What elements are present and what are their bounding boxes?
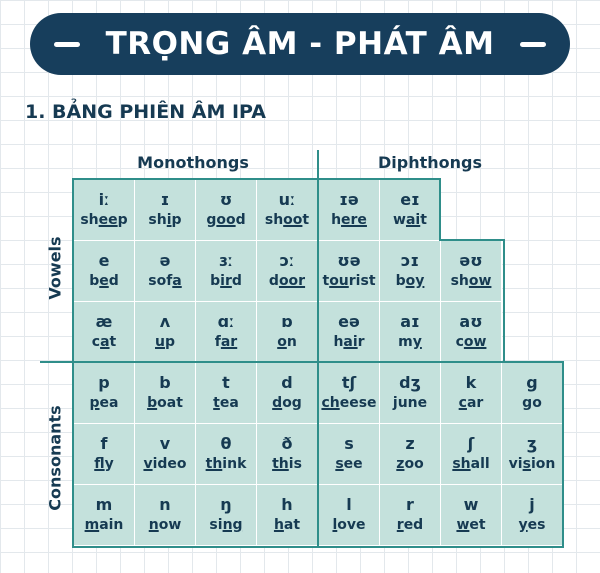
example-word — [322, 271, 375, 291]
word-suffix: r — [357, 334, 365, 350]
ipa-cell — [135, 424, 196, 485]
ipa-symbol: aʊ — [459, 312, 483, 331]
word-sound-part: y — [412, 334, 422, 350]
word-prefix: b — [395, 273, 406, 289]
ipa-cell — [441, 424, 502, 485]
ipa-symbol: ʌ — [159, 312, 171, 331]
word-suffix: p — [117, 212, 128, 228]
word-sound-part: ou — [329, 273, 349, 289]
dash-left — [54, 42, 80, 47]
word-suffix: all — [470, 456, 490, 472]
word-suffix: ee — [343, 456, 363, 472]
ipa-symbol: dʒ — [399, 373, 421, 392]
ipa-cell — [257, 363, 318, 424]
word-suffix: t — [302, 212, 310, 228]
word-sound-part: sh — [452, 456, 471, 472]
consonants-label: Consonants — [45, 405, 65, 511]
ipa-symbol: v — [159, 434, 171, 453]
ipa-cell — [196, 363, 257, 424]
word-suffix: ar — [466, 395, 484, 411]
example-word — [451, 271, 492, 291]
word-sound-part: u — [155, 334, 165, 350]
example-word — [452, 454, 489, 474]
ipa-symbol: ɜː — [218, 251, 234, 270]
word-sound-part: g — [522, 395, 533, 411]
ipa-symbol: b — [159, 373, 171, 392]
ipa-symbol: ð — [281, 434, 293, 453]
word-prefix: sh — [264, 212, 284, 228]
ipa-cell — [74, 302, 135, 363]
word-sound-part: oy — [405, 273, 425, 289]
example-word — [519, 515, 546, 535]
word-suffix: ain — [99, 517, 124, 533]
ipa-symbol: f — [100, 434, 108, 453]
word-sound-part: z — [396, 456, 405, 472]
ipa-cell — [441, 302, 502, 363]
ipa-symbol: eɪ — [400, 190, 420, 209]
ipa-symbol: g — [526, 373, 538, 392]
ipa-cell — [380, 424, 441, 485]
ipa-symbol: iː — [98, 190, 110, 209]
word-sound-part: m — [84, 517, 100, 533]
banner-title: TRỌNG ÂM - PHÁT ÂM — [105, 26, 495, 62]
word-sound-part: oo — [216, 212, 236, 228]
example-word — [456, 515, 485, 535]
word-sound-part: l — [332, 517, 338, 533]
section-title: 1. BẢNG PHIÊN ÂM IPA — [25, 101, 266, 123]
word-suffix: oo — [404, 456, 424, 472]
example-word — [398, 332, 422, 352]
frame-right-top — [439, 178, 441, 241]
ipa-cell — [135, 302, 196, 363]
ipa-cell — [74, 241, 135, 302]
word-suffix: une — [397, 395, 428, 411]
word-suffix: et — [469, 517, 486, 533]
ipa-symbol: e — [98, 251, 110, 270]
word-suffix: es — [527, 517, 546, 533]
ipa-symbol: l — [346, 495, 352, 514]
ipa-symbol: d — [281, 373, 293, 392]
word-prefix: sof — [148, 273, 173, 289]
word-sound-part: th — [272, 456, 289, 472]
example-word — [89, 271, 119, 291]
ipa-symbol: z — [405, 434, 415, 453]
word-sound-part: c — [458, 395, 467, 411]
example-word — [456, 332, 487, 352]
word-sound-part: t — [213, 395, 220, 411]
monophthongs-label: Monothongs — [137, 153, 249, 172]
ipa-symbol: æ — [95, 312, 113, 331]
word-sound-part: d — [272, 395, 283, 411]
word-sound-part: ng — [222, 517, 243, 533]
word-prefix: d — [268, 273, 279, 289]
word-suffix: is — [288, 456, 302, 472]
example-word — [333, 332, 364, 352]
ipa-cell — [135, 180, 196, 241]
ipa-symbol: k — [465, 373, 477, 392]
word-suffix: rist — [348, 273, 376, 289]
example-word — [332, 515, 365, 535]
example-word — [213, 393, 239, 413]
mono-di-divider — [317, 150, 319, 548]
example-word — [277, 332, 297, 352]
word-suffix: p — [171, 212, 182, 228]
ipa-cell — [380, 363, 441, 424]
word-suffix: ea — [99, 395, 119, 411]
example-word — [147, 393, 183, 413]
example-word — [397, 515, 423, 535]
ipa-cell — [441, 485, 502, 546]
word-sound-part: oo — [283, 212, 303, 228]
example-word — [335, 454, 362, 474]
example-word — [393, 210, 427, 230]
word-sound-part: ere — [341, 212, 367, 228]
word-sound-part: ar — [220, 334, 238, 350]
word-suffix: o — [532, 395, 542, 411]
word-sound-part: a — [100, 334, 110, 350]
word-sound-part: s — [335, 456, 344, 472]
ipa-symbol: s — [344, 434, 354, 453]
word-prefix: g — [206, 212, 217, 228]
example-word — [396, 454, 423, 474]
ipa-symbol: ɑː — [217, 312, 235, 331]
ipa-cell — [257, 485, 318, 546]
ipa-symbol: ɔː — [279, 251, 295, 270]
word-sound-part: r — [396, 517, 404, 533]
word-prefix: b — [210, 273, 221, 289]
ipa-symbol: ɪə — [339, 190, 359, 209]
ipa-cell — [380, 485, 441, 546]
vowels-label: Vowels — [45, 236, 65, 300]
ipa-symbol: eə — [338, 312, 360, 331]
ipa-symbol: aɪ — [400, 312, 420, 331]
ipa-cell — [319, 485, 380, 546]
word-suffix: ideo — [152, 456, 187, 472]
ipa-cell — [319, 302, 380, 363]
ipa-cell — [196, 302, 257, 363]
ipa-symbol: əʊ — [459, 251, 483, 270]
ipa-cell — [319, 424, 380, 485]
word-sound-part: oor — [278, 273, 306, 289]
ipa-cell — [380, 302, 441, 363]
word-sound-part: n — [148, 517, 159, 533]
ipa-cell — [196, 241, 257, 302]
word-sound-part: f — [94, 456, 105, 472]
example-word — [272, 454, 302, 474]
ipa-symbol: t — [222, 373, 230, 392]
ipa-symbol: θ — [220, 434, 232, 453]
word-sound-part: ee — [98, 212, 118, 228]
title-banner — [30, 13, 570, 75]
word-suffix: d — [231, 273, 242, 289]
word-sound-part: v — [143, 456, 153, 472]
word-suffix: d — [108, 273, 119, 289]
ipa-cell — [502, 485, 563, 546]
ipa-cell — [74, 485, 135, 546]
ipa-symbol: p — [98, 373, 110, 392]
ipa-symbol: n — [159, 495, 171, 514]
ipa-cell — [380, 180, 441, 241]
frame-right-vowels — [503, 239, 505, 362]
ipa-cell — [135, 363, 196, 424]
word-suffix: at — [283, 517, 301, 533]
ipa-cell — [74, 180, 135, 241]
ipa-symbol: tʃ — [341, 373, 357, 392]
ipa-cell — [502, 363, 563, 424]
word-prefix: h — [333, 334, 344, 350]
ipa-symbol: ɒ — [281, 312, 293, 331]
example-word — [269, 271, 305, 291]
word-suffix: eese — [339, 395, 377, 411]
example-word — [396, 271, 425, 291]
frame-top — [72, 178, 439, 180]
word-suffix: ink — [222, 456, 247, 472]
word-sound-part: i — [166, 212, 172, 228]
ipa-cell — [257, 302, 318, 363]
ipa-symbol: ŋ — [220, 495, 232, 514]
word-sound-part: ai — [343, 334, 358, 350]
example-word — [149, 515, 182, 535]
example-word — [206, 454, 247, 474]
word-suffix: t — [420, 212, 427, 228]
example-word — [215, 332, 237, 352]
ipa-symbol: ə — [159, 251, 171, 270]
word-sound-part: s — [522, 456, 531, 472]
word-prefix: sh — [80, 212, 99, 228]
word-sound-part: o — [277, 334, 287, 350]
ipa-cell — [319, 363, 380, 424]
ipa-cell — [441, 363, 502, 424]
ipa-symbol: uː — [278, 190, 296, 209]
example-word — [85, 515, 124, 535]
ipa-symbol: ɪ — [160, 190, 170, 209]
example-word — [148, 271, 182, 291]
example-word — [393, 393, 427, 413]
word-prefix: c — [455, 334, 464, 350]
ipa-symbol: ɔɪ — [400, 251, 420, 270]
example-word — [155, 332, 175, 352]
word-prefix: m — [398, 334, 413, 350]
word-sound-part: h — [273, 517, 284, 533]
ipa-symbol: ʒ — [526, 434, 538, 453]
example-word — [206, 210, 245, 230]
word-suffix: ly — [104, 456, 114, 472]
example-word — [210, 271, 242, 291]
diphthongs-label: Diphthongs — [377, 153, 483, 172]
word-prefix: w — [393, 212, 406, 228]
example-word — [274, 515, 300, 535]
example-word — [80, 210, 127, 230]
ipa-symbol: m — [95, 495, 113, 514]
word-suffix: n — [286, 334, 297, 350]
word-suffix: d — [235, 212, 246, 228]
example-word — [90, 393, 119, 413]
ipa-symbol: w — [463, 495, 479, 514]
word-sound-part: ir — [220, 273, 232, 289]
word-sound-part: th — [205, 456, 223, 472]
ipa-cell — [319, 241, 380, 302]
word-prefix: sh — [450, 273, 469, 289]
ipa-symbol: j — [529, 495, 535, 514]
word-sound-part: ow — [463, 334, 487, 350]
word-sound-part: p — [89, 395, 100, 411]
word-sound-part: y — [518, 517, 528, 533]
word-sound-part: j — [392, 395, 398, 411]
ipa-cell — [319, 180, 380, 241]
word-prefix: sh — [148, 212, 167, 228]
word-suffix: ed — [403, 517, 424, 533]
word-prefix: si — [209, 517, 223, 533]
ipa-cell — [502, 424, 563, 485]
word-sound-part: a — [172, 273, 182, 289]
word-prefix: t — [322, 273, 330, 289]
example-word — [272, 393, 302, 413]
ipa-cell — [196, 180, 257, 241]
word-suffix: ow — [158, 517, 182, 533]
example-word — [331, 210, 367, 230]
ipa-cell — [257, 241, 318, 302]
word-prefix: h — [331, 212, 342, 228]
ipa-cell — [380, 241, 441, 302]
word-sound-part: w — [456, 517, 470, 533]
word-suffix: ea — [219, 395, 239, 411]
word-sound-part: ai — [405, 212, 421, 228]
word-suffix: oat — [157, 395, 183, 411]
ipa-cell — [257, 180, 318, 241]
example-word — [92, 332, 116, 352]
ipa-symbol: h — [281, 495, 293, 514]
ipa-cell — [196, 424, 257, 485]
example-word — [459, 393, 484, 413]
word-suffix: ion — [530, 456, 556, 472]
example-word — [522, 393, 542, 413]
ipa-symbol: ʊə — [337, 251, 361, 270]
vowel-consonant-divider — [40, 361, 564, 363]
ipa-symbol: ʃ — [467, 434, 475, 453]
word-sound-part: ow — [468, 273, 492, 289]
ipa-symbol: r — [406, 495, 414, 514]
word-prefix: vi — [508, 456, 523, 472]
example-word — [509, 454, 556, 474]
ipa-cell — [135, 485, 196, 546]
frame-left — [72, 178, 74, 548]
example-word — [94, 454, 114, 474]
word-suffix: ove — [337, 517, 366, 533]
example-word — [265, 210, 309, 230]
example-word — [209, 515, 242, 535]
word-sound-part: e — [99, 273, 109, 289]
frame-step — [439, 239, 505, 241]
dash-right — [520, 42, 546, 47]
ipa-cell — [196, 485, 257, 546]
ipa-cell — [441, 241, 502, 302]
word-sound-part: ch — [321, 395, 340, 411]
word-suffix: p — [164, 334, 175, 350]
example-word — [321, 393, 376, 413]
word-prefix: c — [91, 334, 101, 350]
word-prefix: b — [89, 273, 100, 289]
ipa-cell — [257, 424, 318, 485]
word-sound-part: b — [147, 395, 158, 411]
example-word — [148, 210, 181, 230]
frame-right-consonants — [562, 362, 564, 548]
ipa-cell — [135, 241, 196, 302]
word-suffix: og — [282, 395, 302, 411]
ipa-cell — [74, 424, 135, 485]
example-word — [143, 454, 186, 474]
word-prefix: f — [214, 334, 221, 350]
word-suffix: t — [109, 334, 117, 350]
ipa-symbol: ʊ — [219, 190, 233, 209]
ipa-cell — [74, 363, 135, 424]
